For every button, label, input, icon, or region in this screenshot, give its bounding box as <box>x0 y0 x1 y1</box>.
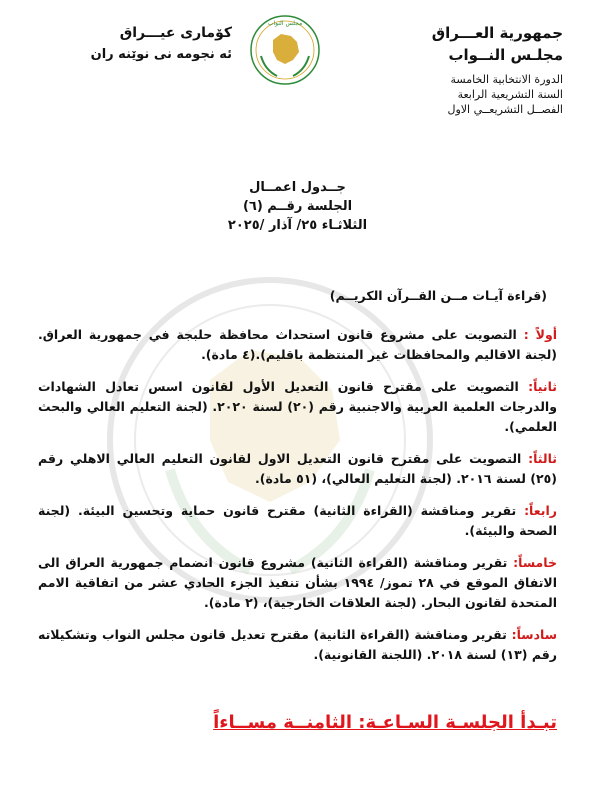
agenda-item <box>38 325 557 365</box>
item-text: تقرير ومناقشة (القراءة الثانية) مقترح قانون حماية وتحسين البيئة. (لجنة الصحة والبيئة). <box>38 503 557 538</box>
item-label: سادساً: <box>511 627 557 642</box>
logo-label: مجلس النواب <box>267 20 303 27</box>
item-text: التصويت على مقترح قانون التعديل الاول لقانون التعليم العالي الاهلي رقم (٢٥) لسنة ٢٠١٦. (لجنة التعليم العالي)، (٥١ مادة). <box>38 451 557 486</box>
agenda-item <box>38 449 557 489</box>
electoral-term: الدورة الانتخابية الخامسة <box>450 73 563 86</box>
legislative-chapter: الفصــل التشريعــي الاول <box>447 103 563 116</box>
council-name-kurdish: ئه نجومه نى نوێنه ران <box>90 47 232 62</box>
item-text: تقرير ومناقشة (القراءة الثانية) مشروع قانون انضمام جمهورية العراق الى الاتفاق الموقع في ٢٨ تموز/ ١٩٩٤ بشأن تنفيذ الجزء الحادي عشر من اتفاقية الامم المتحدة لقانون البحار. (لجنة العلاقات الخارجية)، (٢ مادة). <box>38 555 557 610</box>
item-label: أولاً : <box>523 327 558 342</box>
agenda-body <box>38 288 557 677</box>
session-date: الثلاثـاء ٢٥/ آذار /٢٠٢٥ <box>227 218 368 233</box>
agenda-item <box>38 625 557 665</box>
header-right <box>363 22 563 117</box>
item-label: ثالثاً: <box>528 451 557 466</box>
agenda-item <box>38 377 557 437</box>
council-name: مجلـس النــواب <box>448 46 563 64</box>
header-left <box>52 22 232 66</box>
session-start-time: تبـدأ الجلسـة السـاعـة: الثامنــة مســاءاً <box>213 712 557 733</box>
item-label: رابعاً: <box>524 503 557 518</box>
agenda-item <box>38 553 557 613</box>
country-name-kurdish: كۆمارى عيـــراق <box>119 25 232 41</box>
country-name: جمهورية العـــراق <box>431 24 563 42</box>
item-label: خامساً: <box>513 555 557 570</box>
agenda-heading <box>0 178 595 235</box>
agenda-item <box>38 501 557 541</box>
item-text: تقرير ومناقشة (القراءة الثانية) مقترح تعديل قانون مجلس النواب وتشكيلاته رقم (١٣) لسنة ٢٠١٨. (اللجنة القانونية). <box>38 627 557 662</box>
session-info <box>363 72 563 117</box>
item-text: التصويت على مقترح قانون التعديل الأول لقانون اسس تعادل الشهادات والدرجات العلمية العربية والاجنبية رقم (٢٠) لسنة ٢٠٢٠. (لجنة التعليم العالي والبحث العلمي). <box>38 379 557 434</box>
parliament-logo <box>247 12 323 88</box>
session-number: الجلسة رقــم (٦) <box>242 199 353 214</box>
legislative-year: السنة التشريعية الرابعة <box>457 88 563 101</box>
item-label: ثانياً: <box>528 379 557 394</box>
item-text: التصويت على مشروع قانون استحداث محافظة حلبجة في جمهورية العراق. (لجنة الاقاليم والمحافظات غير المنتظمة باقليم).(٤ مادة). <box>38 327 557 362</box>
agenda-title: جــدول اعمــال <box>249 180 346 195</box>
opening-line: (قراءة آيـات مــن القــرآن الكريــم) <box>329 288 547 303</box>
